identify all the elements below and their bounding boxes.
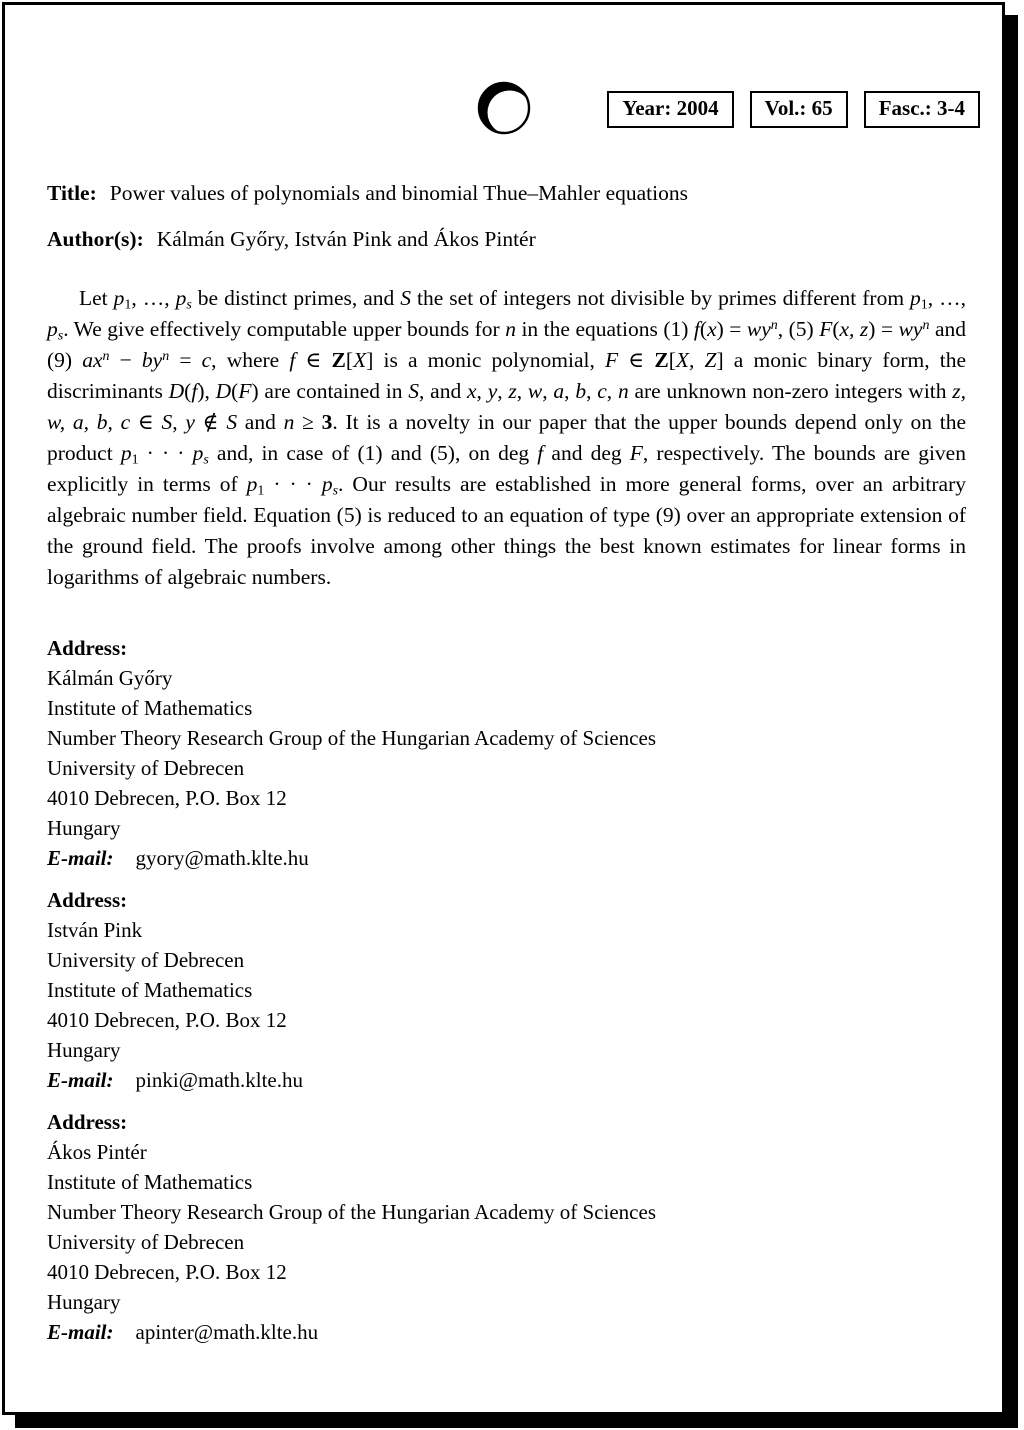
address-line: Hungary [47, 1290, 121, 1314]
address-line: Number Theory Research Group of the Hungarian Academy of Sciences [47, 1200, 656, 1224]
address-line: Institute of Mathematics [47, 1170, 253, 1194]
volume-badge: Vol.: 65 [750, 91, 848, 128]
abstract-paragraph: Let $p_1$, …, $p_s$ be distinct primes, and S the set of integers not divisible by primes different from $p_1$, …, $p_s$. We give effectively computable upper bounds for n in the equations (1) $f(x) = wy^n$, (5) F(x, $z) = wy^n$ and (9) $ax^n - by^n = c$, where f ∈ Z[X] is a monic polynomial, F ∈ Z[X, Z] a monic binary form, the discriminants D(f), D(F) are contained in S, and x, y, z, w, a, b, c, n are unknown non-zero integers with z, w, a, b, c ∈ S, y ∉ S and n ≥ 3. It is a novelty in our paper that the upper bounds depend only on the product $p_1$ · · · $p_s$ and, in case of (1) and (5), on deg f and deg F, respectively. The bounds are given explicitly in terms of $p_1$ · · · $p_s$. Our results are established in more general forms, over an arbitrary algebraic number field. Equation (5) is reduced to an equation of type (9) over an appropriate extension of the ground field. The proofs involve among other things the best known estimates for linear forms in logarithms of algebraic numbers. [47, 286, 967, 589]
header-row [47, 81, 980, 137]
address-line: Hungary [47, 816, 121, 840]
authors-label: Author(s): [47, 227, 144, 251]
email-label: E-mail: [47, 1320, 114, 1344]
page-title: Power values of polynomials and binomial Thue–Mahler equations [109, 181, 688, 205]
address-label: Address: [47, 888, 128, 912]
authors-row [47, 227, 980, 252]
address-line: 4010 Debrecen, P.O. Box 12 [47, 786, 287, 810]
email-row [47, 843, 980, 873]
email-row [47, 1317, 980, 1347]
email-address-link[interactable]: pinki@math.klte.hu [135, 1068, 303, 1092]
email-address-link[interactable]: apinter@math.klte.hu [135, 1320, 319, 1344]
crescent-moon-icon [476, 81, 533, 138]
address-line: University of Debrecen [47, 948, 245, 972]
year-badge: Year: 2004 [607, 91, 733, 128]
address-block [47, 633, 980, 873]
address-label: Address: [47, 636, 128, 660]
address-line: István Pink [47, 918, 143, 942]
address-line: University of Debrecen [47, 756, 245, 780]
address-line: Number Theory Research Group of the Hungarian Academy of Sciences [47, 726, 656, 750]
address-line: Kálmán Győry [47, 666, 173, 690]
address-line: Institute of Mathematics [47, 696, 253, 720]
fascicle-badge: Fasc.: 3-4 [864, 91, 980, 128]
address-line: Ákos Pintér [47, 1140, 147, 1164]
address-line: 4010 Debrecen, P.O. Box 12 [47, 1260, 287, 1284]
address-block [47, 885, 980, 1095]
address-label: Address: [47, 1110, 128, 1134]
address-line: Institute of Mathematics [47, 978, 253, 1002]
page-frame [2, 2, 1005, 1415]
email-label: E-mail: [47, 1068, 114, 1092]
email-row [47, 1065, 980, 1095]
address-line: 4010 Debrecen, P.O. Box 12 [47, 1008, 287, 1032]
email-address-link[interactable]: gyory@math.klte.hu [135, 846, 309, 870]
address-block [47, 1107, 980, 1347]
title-row [47, 181, 980, 206]
address-line: Hungary [47, 1038, 121, 1062]
authors-text: Kálmán Győry, István Pink and Ákos Pintér [156, 227, 536, 251]
address-line: University of Debrecen [47, 1230, 245, 1254]
title-label: Title: [47, 181, 97, 205]
email-label: E-mail: [47, 846, 114, 870]
